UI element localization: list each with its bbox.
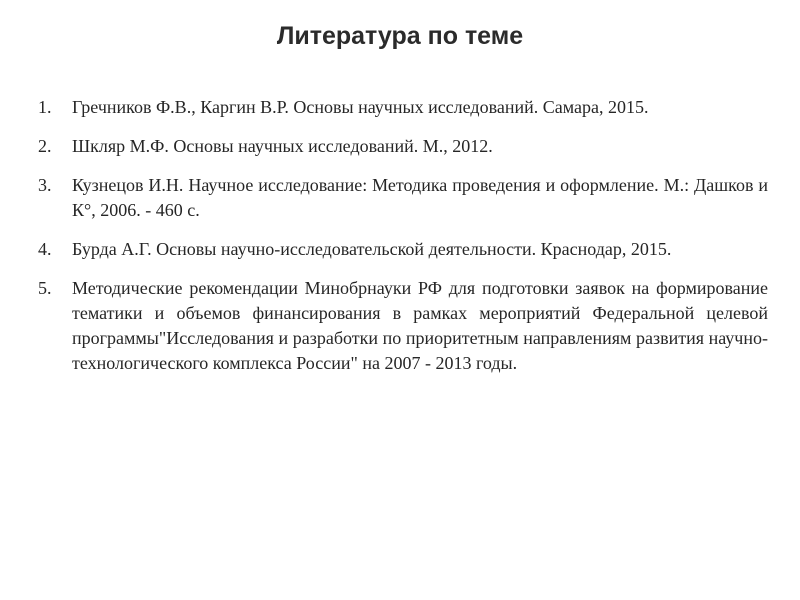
reference-number: 1. <box>38 97 52 117</box>
slide-title: Литература по теме <box>276 22 524 50</box>
reference-number: 4. <box>38 239 52 259</box>
reference-number: 2. <box>38 136 52 156</box>
reference-item-1 <box>38 95 768 120</box>
reference-item-2 <box>38 134 768 159</box>
reference-text: Бурда А.Г. Основы научно-исследовательской деятельности. Краснодар, 2015. <box>72 239 672 259</box>
reference-text: Гречников Ф.В., Каргин В.Р. Основы научных исследований. Самара, 2015. <box>72 97 649 117</box>
reference-text: Методические рекомендации Минобрнауки РФ для подготовки заявок на формирование тематики и объемов финансирования в рамках мероприятий Федеральной целевой программы"Исследования и разработки по приоритетным направлениям развития научно-технологического комплекса России" на 2007 - 2013 годы. <box>72 278 768 373</box>
reference-list <box>38 95 768 390</box>
reference-item-3 <box>38 173 768 223</box>
reference-text: Шкляр М.Ф. Основы научных исследований. М., 2012. <box>72 136 493 156</box>
reference-item-4 <box>38 237 768 262</box>
reference-number: 5. <box>38 278 52 298</box>
reference-text: Кузнецов И.Н. Научное исследование: Методика проведения и оформление. М.: Дашков и К°, 2006. - 460 с. <box>72 175 768 220</box>
reference-item-5 <box>38 276 768 376</box>
reference-number: 3. <box>38 175 52 195</box>
